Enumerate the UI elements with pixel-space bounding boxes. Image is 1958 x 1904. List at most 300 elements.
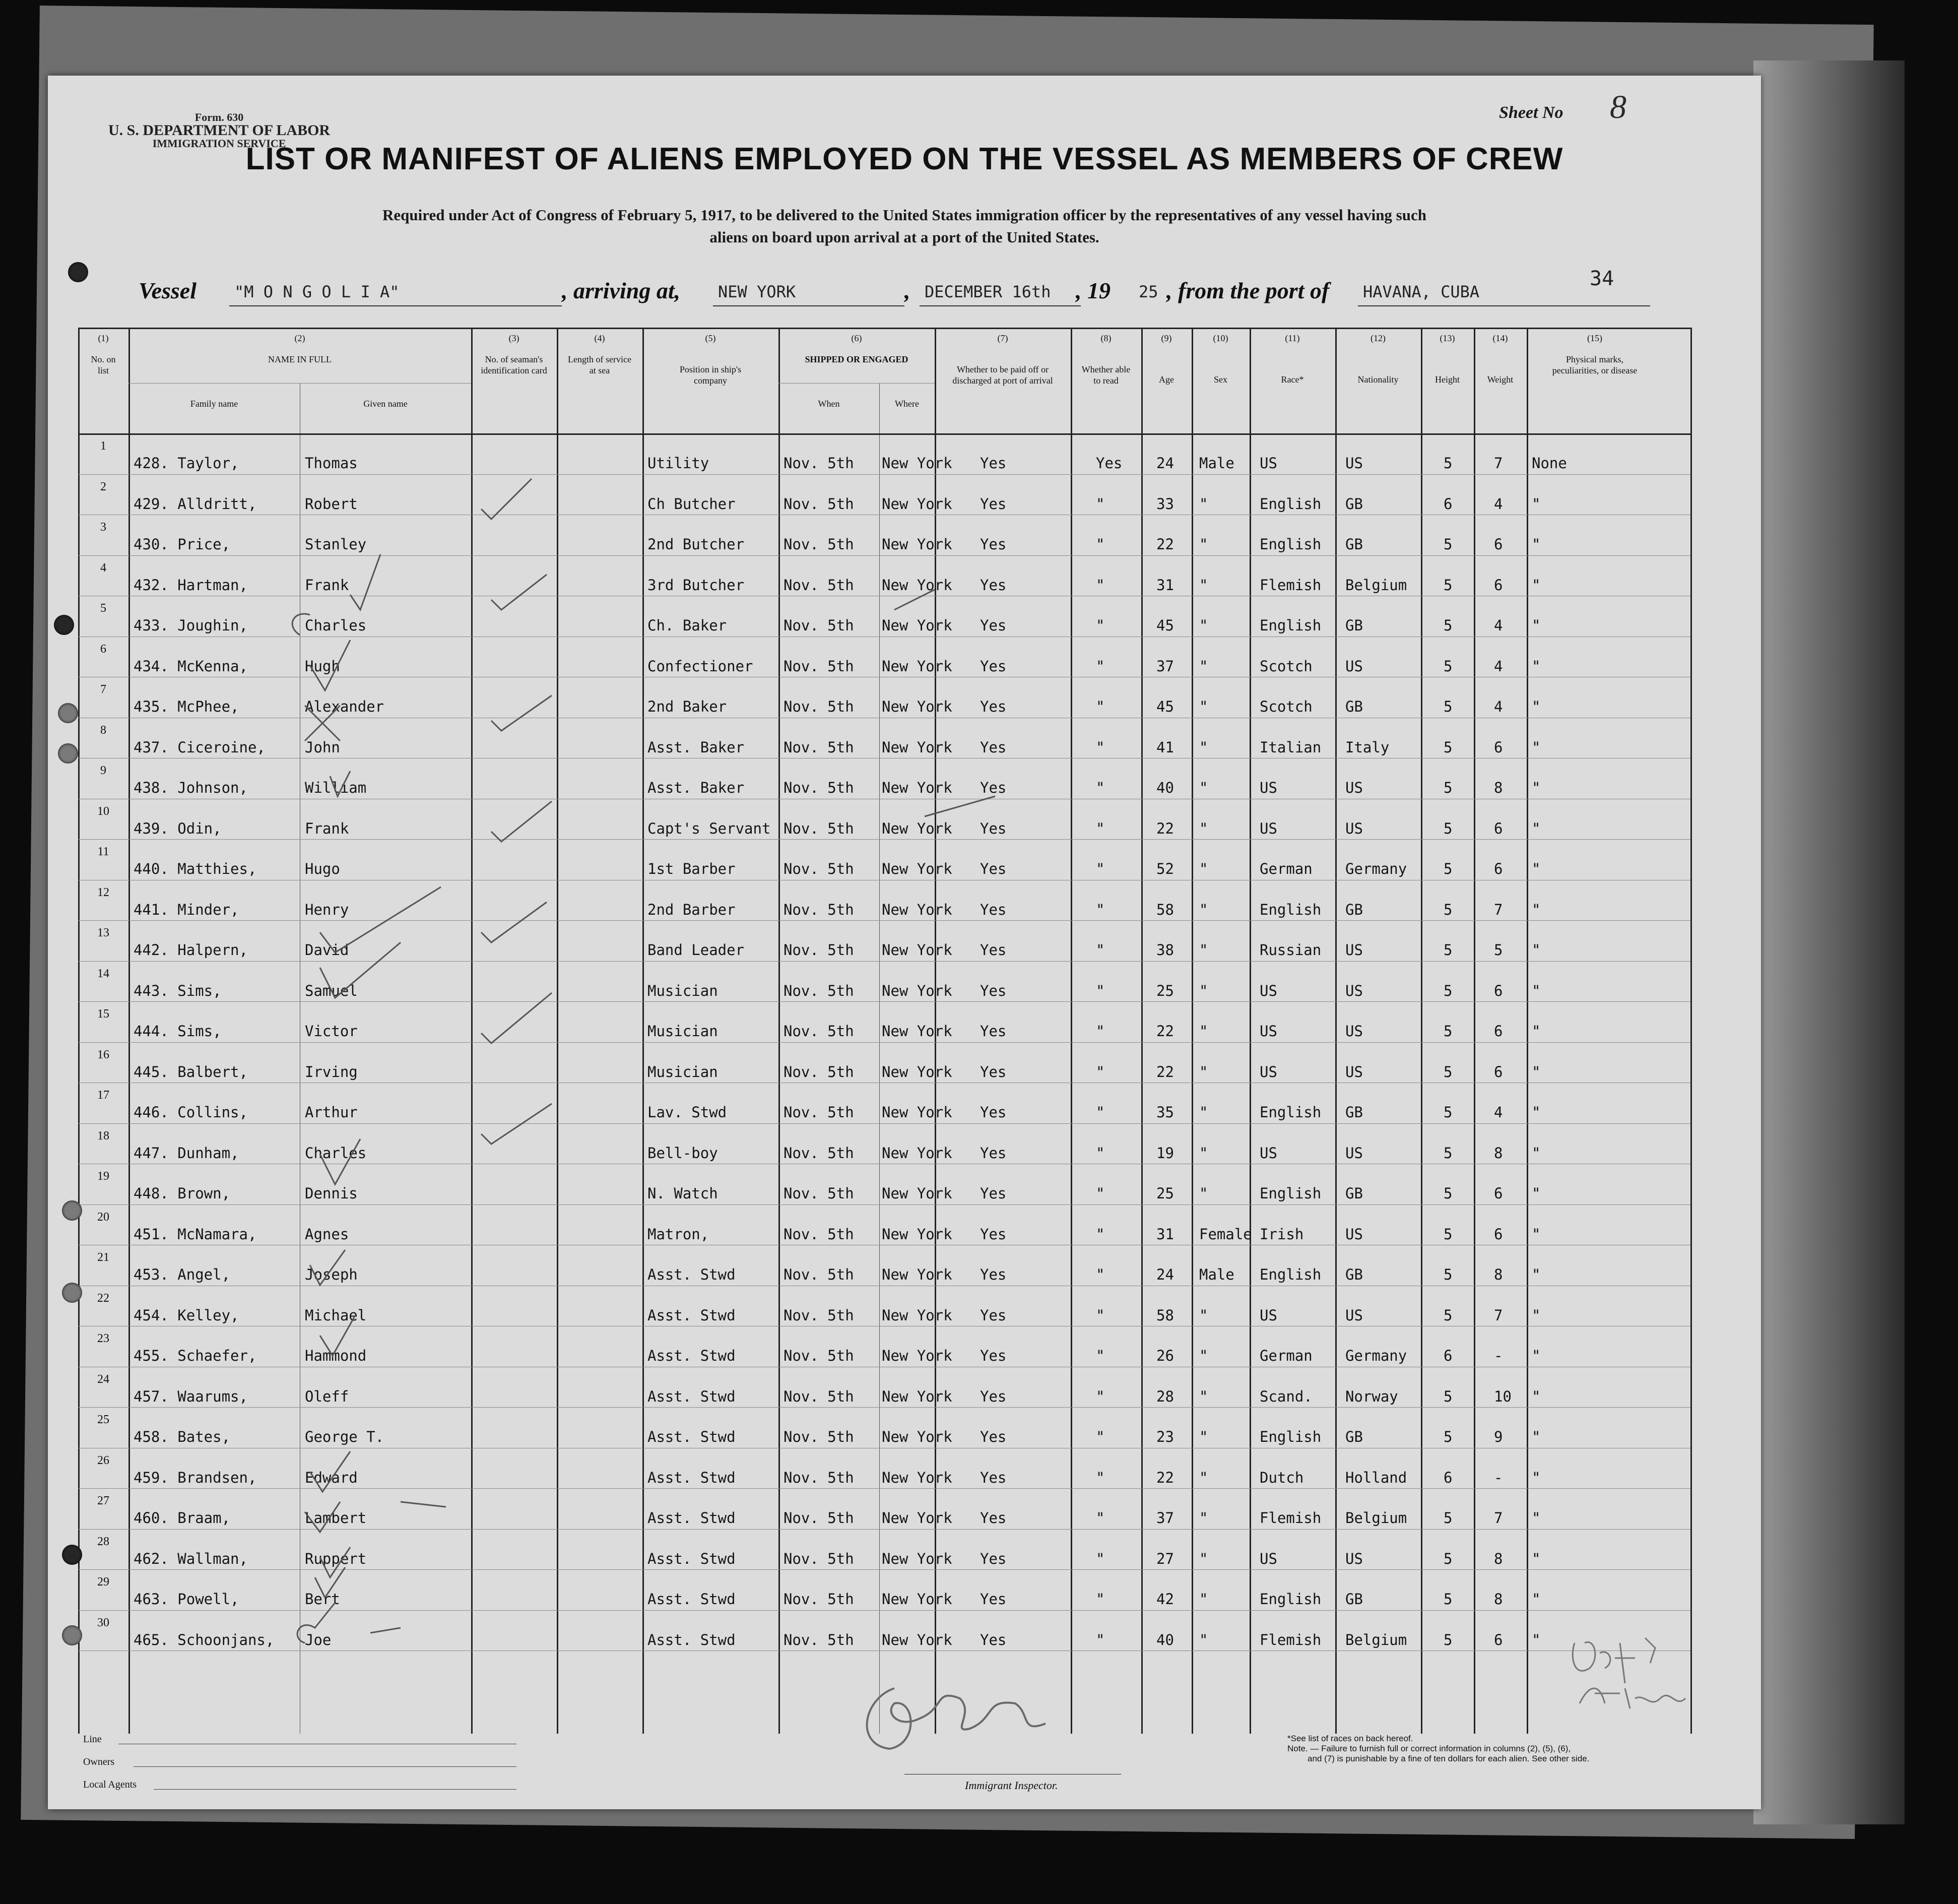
height-cell: 5: [1444, 536, 1453, 553]
grid-vertical-line: [1192, 328, 1193, 1734]
physical-marks-cell: ": [1532, 1387, 1541, 1405]
row-number: 16: [97, 1048, 109, 1061]
height-cell: 5: [1444, 1591, 1453, 1608]
col-3-header: [471, 333, 557, 376]
race-cell: Scand.: [1260, 1387, 1313, 1405]
row-number: 7: [100, 683, 106, 696]
row-number: 29: [97, 1575, 109, 1589]
row-divider: [78, 1569, 1690, 1570]
nationality-cell: GB: [1345, 698, 1363, 715]
race-cell: English: [1260, 536, 1322, 553]
paid-off-cell: Yes: [980, 455, 1007, 472]
row-number: 4: [100, 561, 106, 575]
nationality-cell: GB: [1345, 1104, 1363, 1121]
nationality-cell: Belgium: [1345, 1509, 1407, 1527]
footnote-penalty-2: and (7) is punishable by a fine of ten dollars for each alien. See other side.: [1308, 1754, 1590, 1763]
header-sub-divider: [778, 383, 935, 384]
line-label: Line: [83, 1734, 102, 1745]
handwritten-annotation: [1564, 1628, 1726, 1729]
footnote-penalty-1: Note. — Failure to furnish full or correct information in columns (2), (5), (6),: [1287, 1744, 1571, 1753]
nationality-cell: US: [1345, 1225, 1363, 1243]
race-cell: Irish: [1260, 1225, 1304, 1243]
row-number: 2: [100, 480, 106, 493]
age-cell: 58: [1156, 1306, 1174, 1324]
given-name-cell: Oleff: [305, 1387, 349, 1405]
col-2-header: [128, 333, 471, 365]
given-name-cell: Thomas: [305, 455, 358, 472]
weight-cell: 10: [1494, 1387, 1512, 1405]
physical-marks-cell: ": [1532, 657, 1541, 675]
weight-cell: -: [1494, 1469, 1503, 1486]
paid-off-cell: Yes: [980, 738, 1007, 756]
col-11-number: (11): [1285, 333, 1300, 343]
date-underline: [920, 305, 1081, 306]
given-name-header: Given name: [363, 399, 408, 409]
grid-vertical-line: [1071, 328, 1072, 1734]
shipped-when-cell: Nov. 5th: [784, 1428, 854, 1445]
row-divider: [78, 1488, 1690, 1489]
arriving-label: , arriving at,: [562, 278, 681, 303]
physical-marks-cell: ": [1532, 1225, 1541, 1243]
paid-off-cell: Yes: [980, 698, 1007, 715]
footnote: [1287, 1734, 1731, 1764]
nationality-cell: US: [1345, 1023, 1363, 1040]
weight-cell: 5: [1494, 941, 1503, 959]
shipped-where-cell: New York: [882, 617, 952, 634]
able-to-read-cell: ": [1096, 1306, 1105, 1324]
shipped-where-cell: New York: [882, 1225, 952, 1243]
able-to-read-cell: Yes: [1096, 455, 1123, 472]
family-name-cell: 442. Halpern,: [134, 941, 248, 959]
punch-hole: [68, 262, 88, 282]
able-to-read-cell: ": [1096, 1591, 1105, 1608]
vessel-label: Vessel: [139, 278, 197, 303]
race-cell: Scotch: [1260, 657, 1313, 675]
family-name-cell: 448. Brown,: [134, 1185, 231, 1202]
from-port-underline: [1358, 305, 1650, 306]
physical-marks-cell: ": [1532, 1185, 1541, 1202]
page-edge-shadow: [1753, 60, 1905, 1824]
position-cell: 2nd Butcher: [647, 536, 745, 553]
age-cell: 41: [1156, 738, 1174, 756]
given-name-cell: Henry: [305, 901, 349, 918]
able-to-read-cell: ": [1096, 1023, 1105, 1040]
paid-off-cell: Yes: [980, 901, 1007, 918]
arriving-port: NEW YORK: [718, 282, 796, 301]
given-name-cell: George T.: [305, 1428, 384, 1445]
sex-cell: ": [1199, 657, 1208, 675]
family-name-cell: 430. Price,: [134, 536, 231, 553]
shipped-when-cell: Nov. 5th: [784, 819, 854, 837]
vessel-name: "M O N G O L I A": [234, 282, 400, 301]
position-cell: 2nd Baker: [647, 698, 727, 715]
age-cell: 58: [1156, 901, 1174, 918]
row-divider: [78, 961, 1690, 962]
paid-off-cell: Yes: [980, 1387, 1007, 1405]
year-prefix: , 19: [1076, 278, 1111, 303]
row-number: 17: [97, 1089, 109, 1102]
physical-marks-cell: ": [1532, 617, 1541, 634]
height-cell: 5: [1444, 1428, 1453, 1445]
col-12-label: Nationality: [1357, 374, 1399, 385]
nationality-cell: US: [1345, 1144, 1363, 1162]
able-to-read-cell: ": [1096, 1104, 1105, 1121]
able-to-read-cell: ": [1096, 1266, 1105, 1283]
family-name-cell: 457. Waarums,: [134, 1387, 248, 1405]
weight-cell: 8: [1494, 1591, 1503, 1608]
nationality-cell: GB: [1345, 495, 1363, 513]
physical-marks-cell: ": [1532, 1347, 1541, 1364]
col-13-header: [1421, 333, 1474, 385]
row-divider: [78, 474, 1690, 475]
age-cell: 35: [1156, 1104, 1174, 1121]
able-to-read-cell: ": [1096, 1509, 1105, 1527]
able-to-read-cell: ": [1096, 495, 1105, 513]
col-9-label: Age: [1159, 374, 1174, 385]
row-number: 5: [100, 602, 106, 615]
shipped-where-cell: New York: [882, 1509, 952, 1527]
weight-cell: 4: [1494, 1104, 1503, 1121]
col-6-number: (6): [851, 333, 862, 343]
age-cell: 25: [1156, 1185, 1174, 1202]
shipped-when-cell: Nov. 5th: [784, 738, 854, 756]
col-11-header: [1250, 333, 1335, 385]
service-name: IMMIGRATION SERVICE: [152, 137, 286, 150]
position-cell: Confectioner: [647, 657, 753, 675]
nationality-cell: US: [1345, 982, 1363, 999]
paid-off-cell: Yes: [980, 860, 1007, 877]
given-name-cell: Irving: [305, 1063, 358, 1081]
physical-marks-cell: ": [1532, 495, 1541, 513]
physical-marks-cell: ": [1532, 698, 1541, 715]
weight-cell: 9: [1494, 1428, 1503, 1445]
race-cell: English: [1260, 1185, 1322, 1202]
physical-marks-cell: ": [1532, 779, 1541, 796]
age-cell: 27: [1156, 1550, 1174, 1567]
nationality-cell: Italy: [1345, 738, 1390, 756]
grid-horizontal-line: [78, 328, 1690, 329]
race-cell: Scotch: [1260, 698, 1313, 715]
row-number: 21: [97, 1251, 109, 1264]
col-10-label: Sex: [1214, 374, 1227, 385]
col-1-label: No. on list: [91, 354, 116, 375]
paid-off-cell: Yes: [980, 1469, 1007, 1486]
shipped-where-cell: New York: [882, 1347, 952, 1364]
row-number: 20: [97, 1210, 109, 1224]
grid-vertical-line: [1141, 328, 1143, 1734]
col-6-label: SHIPPED OR ENGAGED: [805, 354, 908, 364]
punch-hole: [62, 1283, 82, 1303]
family-name-cell: 441. Minder,: [134, 901, 239, 918]
sex-cell: ": [1199, 1185, 1208, 1202]
given-name-cell: Ruppert: [305, 1550, 367, 1567]
given-name-cell: Lambert: [305, 1509, 367, 1527]
physical-marks-cell: ": [1532, 860, 1541, 877]
row-number: 1: [100, 439, 106, 453]
race-cell: German: [1260, 860, 1313, 877]
position-cell: Bell-boy: [647, 1144, 718, 1162]
sex-cell: ": [1199, 860, 1208, 877]
col-8-header: [1071, 333, 1141, 386]
col-7-header: [935, 333, 1071, 386]
grid-vertical-line: [78, 328, 80, 1734]
weight-cell: 6: [1494, 860, 1503, 877]
height-cell: 5: [1444, 1063, 1453, 1081]
able-to-read-cell: ": [1096, 1550, 1105, 1567]
age-cell: 22: [1156, 1063, 1174, 1081]
row-number: 12: [97, 885, 109, 899]
height-cell: 5: [1444, 1225, 1453, 1243]
family-name-cell: 454. Kelley,: [134, 1306, 239, 1324]
from-port: HAVANA, CUBA: [1363, 282, 1480, 301]
shipped-when-cell: Nov. 5th: [784, 1144, 854, 1162]
owners-underline: [134, 1766, 516, 1767]
col-14-header: [1474, 333, 1527, 385]
shipped-where-cell: New York: [882, 738, 952, 756]
physical-marks-cell: ": [1532, 1104, 1541, 1121]
nationality-cell: US: [1345, 1550, 1363, 1567]
physical-marks-cell: ": [1532, 941, 1541, 959]
nationality-cell: GB: [1345, 901, 1363, 918]
family-name-cell: 439. Odin,: [134, 819, 222, 837]
height-cell: 6: [1444, 1347, 1453, 1364]
nationality-cell: GB: [1345, 1185, 1363, 1202]
height-cell: 5: [1444, 941, 1453, 959]
age-cell: 45: [1156, 617, 1174, 634]
position-cell: Musician: [647, 1023, 718, 1040]
able-to-read-cell: ": [1096, 941, 1105, 959]
paid-off-cell: Yes: [980, 819, 1007, 837]
physical-marks-cell: ": [1532, 1591, 1541, 1608]
date-separator: ,: [904, 278, 910, 303]
year-suffix: 25: [1139, 282, 1158, 301]
race-cell: US: [1260, 779, 1277, 796]
grid-horizontal-line: [78, 433, 1690, 435]
col-2-number: (2): [294, 333, 305, 343]
shipped-when-cell: Nov. 5th: [784, 901, 854, 918]
able-to-read-cell: ": [1096, 698, 1105, 715]
vessel-underline: [229, 305, 562, 306]
when-header: When: [818, 399, 840, 409]
position-cell: Lav. Stwd: [647, 1104, 727, 1121]
agents-underline: [154, 1789, 516, 1790]
sex-cell: ": [1199, 738, 1208, 756]
height-cell: 6: [1444, 1469, 1453, 1486]
sex-cell: ": [1199, 536, 1208, 553]
race-cell: English: [1260, 617, 1322, 634]
nationality-cell: GB: [1345, 1266, 1363, 1283]
list-number: 34: [1590, 267, 1614, 290]
position-cell: Asst. Stwd: [647, 1387, 736, 1405]
subtitle: [224, 204, 1585, 248]
height-cell: 5: [1444, 1104, 1453, 1121]
nationality-cell: Norway: [1345, 1387, 1398, 1405]
sex-cell: ": [1199, 1509, 1208, 1527]
row-number: 18: [97, 1129, 109, 1143]
physical-marks-cell: ": [1532, 901, 1541, 918]
paid-off-cell: Yes: [980, 657, 1007, 675]
sex-cell: ": [1199, 1063, 1208, 1081]
weight-cell: -: [1494, 1347, 1503, 1364]
row-number: 11: [97, 845, 109, 858]
sex-cell: ": [1199, 495, 1208, 513]
sex-cell: Female: [1199, 1225, 1252, 1243]
family-name-cell: 465. Schoonjans,: [134, 1631, 275, 1648]
sex-cell: ": [1199, 779, 1208, 796]
family-name-cell: 462. Wallman,: [134, 1550, 248, 1567]
paid-off-cell: Yes: [980, 779, 1007, 796]
grid-vertical-line: [1690, 328, 1692, 1734]
col-9-number: (9): [1161, 333, 1172, 343]
family-name-cell: 432. Hartman,: [134, 576, 248, 594]
paid-off-cell: Yes: [980, 1144, 1007, 1162]
given-name-cell: Victor: [305, 1023, 358, 1040]
weight-cell: 6: [1494, 576, 1503, 594]
shipped-when-cell: Nov. 5th: [784, 982, 854, 999]
family-name-cell: 438. Johnson,: [134, 779, 248, 796]
age-cell: 25: [1156, 982, 1174, 999]
row-number: 26: [97, 1453, 109, 1467]
position-cell: Capt's Servant: [647, 819, 771, 837]
col-12-header: [1335, 333, 1421, 385]
height-cell: 6: [1444, 495, 1453, 513]
family-name-cell: 434. McKenna,: [134, 657, 248, 675]
nationality-cell: US: [1345, 779, 1363, 796]
grid-vertical-line: [128, 328, 130, 1734]
race-cell: US: [1260, 1063, 1277, 1081]
row-number: 8: [100, 723, 106, 737]
shipped-when-cell: Nov. 5th: [784, 698, 854, 715]
able-to-read-cell: ": [1096, 1225, 1105, 1243]
sex-cell: ": [1199, 1631, 1208, 1648]
grid-vertical-line: [778, 328, 780, 1734]
col-4-label: Length of service at sea: [568, 354, 631, 375]
age-cell: 19: [1156, 1144, 1174, 1162]
shipped-where-cell: New York: [882, 1306, 952, 1324]
paid-off-cell: Yes: [980, 941, 1007, 959]
punch-hole: [58, 743, 78, 764]
grid-vertical-line: [557, 328, 558, 1734]
col-10-number: (10): [1213, 333, 1228, 343]
sex-cell: ": [1199, 1023, 1208, 1040]
family-name-cell: 463. Powell,: [134, 1591, 239, 1608]
row-number: 23: [97, 1332, 109, 1345]
shipped-where-cell: New York: [882, 698, 952, 715]
race-cell: Russian: [1260, 941, 1322, 959]
family-name-cell: 445. Balbert,: [134, 1063, 248, 1081]
race-cell: US: [1260, 1550, 1277, 1567]
paid-off-cell: Yes: [980, 1631, 1007, 1648]
age-cell: 40: [1156, 779, 1174, 796]
age-cell: 45: [1156, 698, 1174, 715]
vessel-line: [139, 267, 1701, 312]
position-cell: Asst. Stwd: [647, 1509, 736, 1527]
age-cell: 31: [1156, 1225, 1174, 1243]
paid-off-cell: Yes: [980, 982, 1007, 999]
position-cell: Asst. Stwd: [647, 1591, 736, 1608]
paid-off-cell: Yes: [980, 1306, 1007, 1324]
nationality-cell: Germany: [1345, 860, 1407, 877]
row-number: 3: [100, 521, 106, 534]
given-name-cell: John: [305, 738, 340, 756]
shipped-where-cell: New York: [882, 1063, 952, 1081]
position-cell: Asst. Stwd: [647, 1306, 736, 1324]
race-cell: English: [1260, 1591, 1322, 1608]
physical-marks-cell: ": [1532, 1023, 1541, 1040]
able-to-read-cell: ": [1096, 1347, 1105, 1364]
physical-marks-cell: ": [1532, 1063, 1541, 1081]
family-name-cell: 433. Joughin,: [134, 617, 248, 634]
family-name-cell: 458. Bates,: [134, 1428, 231, 1445]
inspector-label: Immigrant Inspector.: [965, 1779, 1058, 1792]
col-14-label: Weight: [1487, 374, 1514, 385]
weight-cell: 7: [1494, 1306, 1503, 1324]
able-to-read-cell: ": [1096, 901, 1105, 918]
sex-cell: ": [1199, 1144, 1208, 1162]
row-divider: [78, 1610, 1690, 1611]
row-number: 6: [100, 642, 106, 656]
nationality-cell: US: [1345, 819, 1363, 837]
where-header: Where: [895, 399, 919, 409]
position-cell: Ch. Baker: [647, 617, 727, 634]
grid-vertical-line: [1474, 328, 1475, 1734]
sex-cell: ": [1199, 819, 1208, 837]
race-cell: Flemish: [1260, 576, 1322, 594]
height-cell: 5: [1444, 617, 1453, 634]
given-name-cell: David: [305, 941, 349, 959]
family-name-cell: 459. Brandsen,: [134, 1469, 257, 1486]
sheet-label: Sheet No: [1499, 103, 1563, 122]
shipped-where-cell: New York: [882, 536, 952, 553]
position-cell: Asst. Stwd: [647, 1428, 736, 1445]
height-cell: 5: [1444, 819, 1453, 837]
shipped-when-cell: Nov. 5th: [784, 536, 854, 553]
row-number: 28: [97, 1535, 109, 1548]
given-name-cell: Charles: [305, 1144, 367, 1162]
race-cell: English: [1260, 1428, 1322, 1445]
age-cell: 40: [1156, 1631, 1174, 1648]
row-number: 10: [97, 804, 109, 818]
family-name-cell: 447. Dunham,: [134, 1144, 239, 1162]
paid-off-cell: Yes: [980, 1185, 1007, 1202]
row-number: 30: [97, 1616, 109, 1629]
shipped-when-cell: Nov. 5th: [784, 1266, 854, 1283]
sex-cell: ": [1199, 901, 1208, 918]
position-cell: Musician: [647, 1063, 718, 1081]
nationality-cell: Holland: [1345, 1469, 1407, 1486]
paid-off-cell: Yes: [980, 1104, 1007, 1121]
given-name-cell: Samuel: [305, 982, 358, 999]
shipped-where-cell: New York: [882, 1591, 952, 1608]
row-number: 27: [97, 1494, 109, 1507]
footnote-races: *See list of races on back hereof.: [1287, 1734, 1413, 1743]
row-number: 24: [97, 1372, 109, 1386]
able-to-read-cell: ": [1096, 1631, 1105, 1648]
weight-cell: 8: [1494, 1550, 1503, 1567]
shipped-when-cell: Nov. 5th: [784, 576, 854, 594]
row-number: 15: [97, 1007, 109, 1021]
nationality-cell: Belgium: [1345, 1631, 1407, 1648]
weight-cell: 8: [1494, 1266, 1503, 1283]
port-underline: [713, 305, 904, 306]
height-cell: 5: [1444, 1306, 1453, 1324]
position-cell: Ch Butcher: [647, 495, 736, 513]
nationality-cell: US: [1345, 455, 1363, 472]
sheet-number: 8: [1610, 89, 1626, 125]
race-cell: German: [1260, 1347, 1313, 1364]
height-cell: 5: [1444, 1023, 1453, 1040]
sex-cell: ": [1199, 617, 1208, 634]
